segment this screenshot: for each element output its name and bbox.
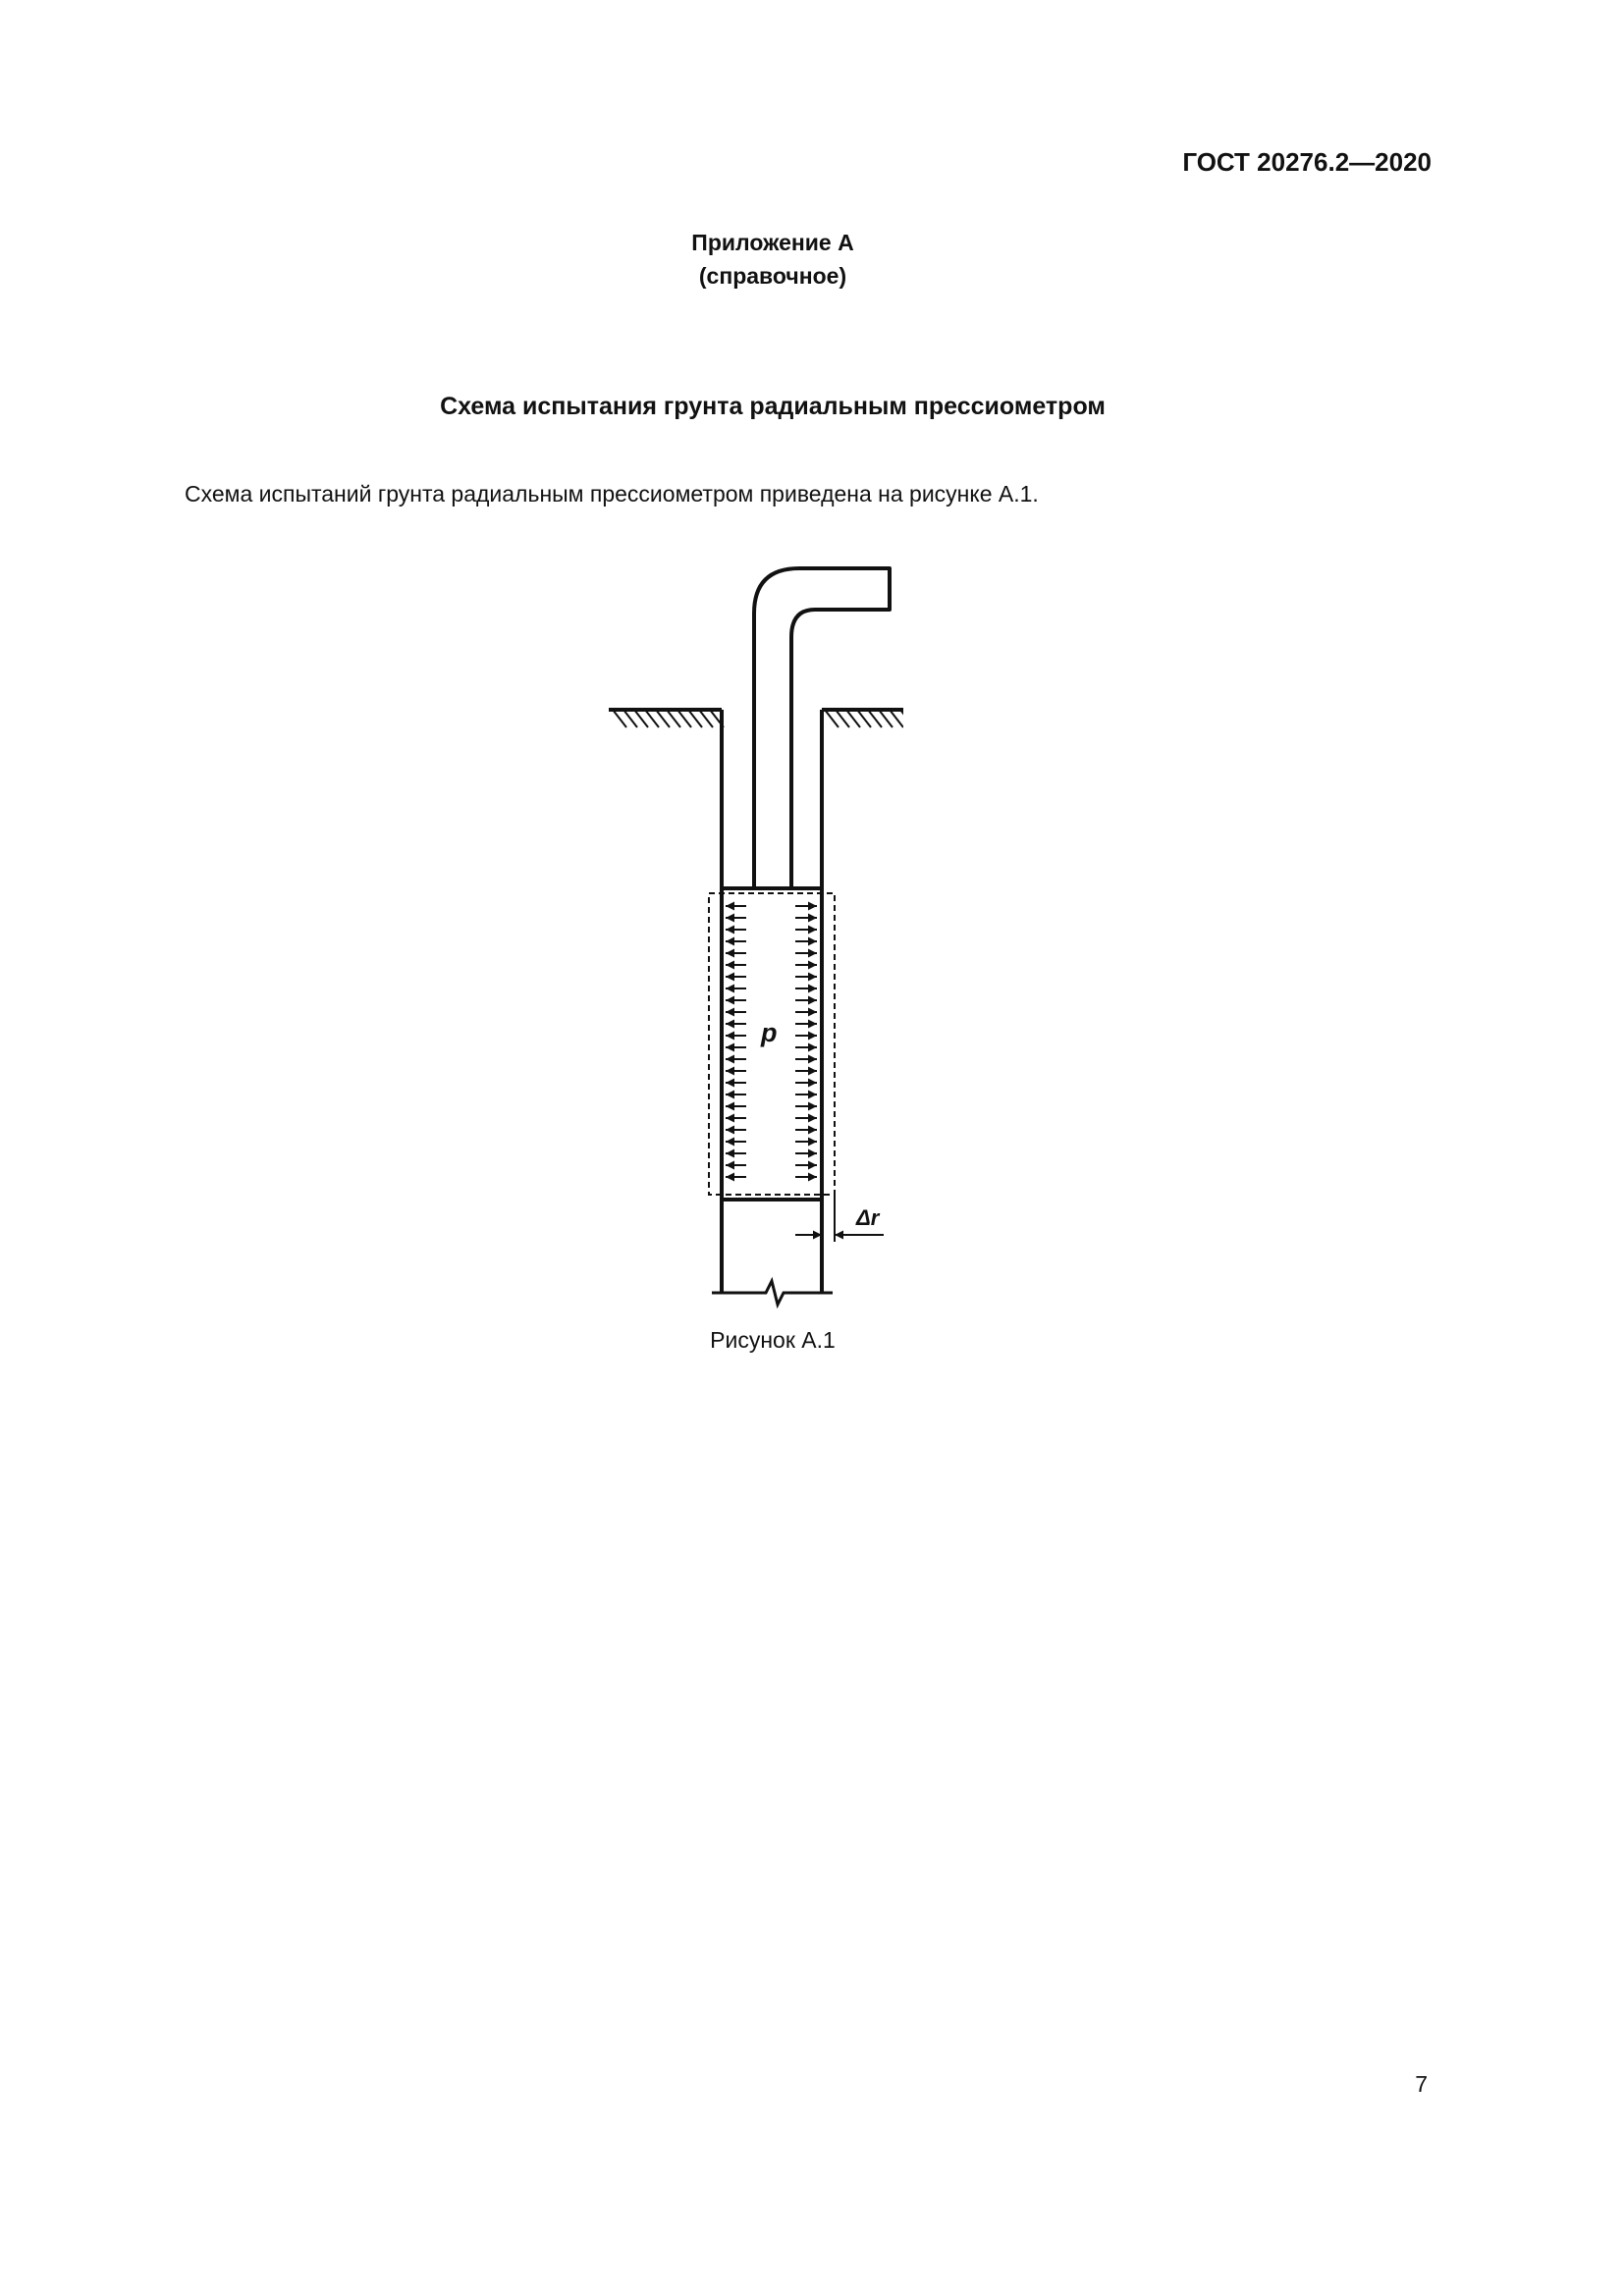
pressure-label: p [761, 1018, 778, 1047]
pressuremeter-figure [599, 555, 903, 1310]
pressuremeter-diagram [599, 555, 903, 1310]
pressure-arrows-left [726, 906, 746, 1177]
delta-r-label: Δr [856, 1205, 880, 1230]
appendix-subtitle: (справочное) [698, 263, 847, 289]
figure-caption: Рисунок А.1 [710, 1327, 836, 1353]
borehole-break-line [712, 1281, 833, 1305]
appendix-heading [0, 226, 1545, 293]
section-title: Схема испытания грунта радиальным прессиометром [440, 393, 1106, 420]
page-number: 7 [1415, 2071, 1428, 2097]
intro-paragraph: Схема испытаний грунта радиальным прессиометром приведена на рисунке А.1. [185, 481, 1039, 507]
document-code: ГОСТ 20276.2—2020 [1182, 147, 1432, 177]
appendix-title: Приложение А [691, 230, 854, 255]
pressure-arrows-right [795, 906, 817, 1177]
